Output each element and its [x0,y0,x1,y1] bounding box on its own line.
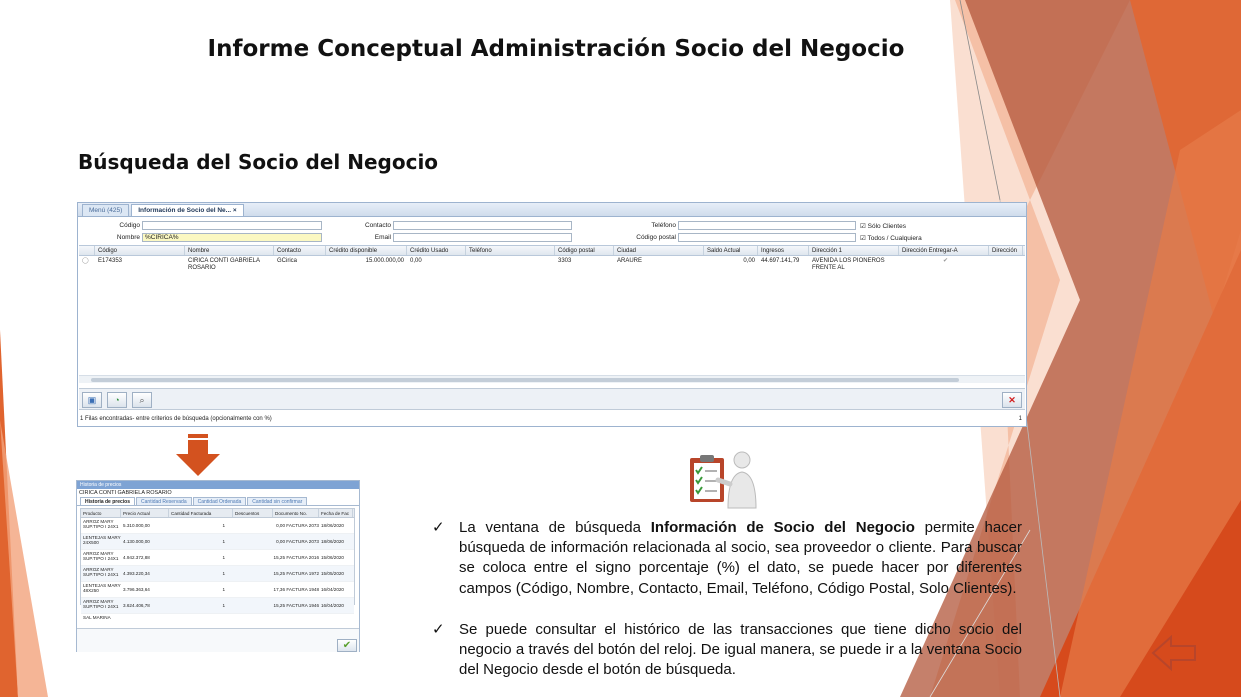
tab-menu[interactable]: Menú (425) [82,204,129,216]
zoom-search-button[interactable] [132,392,152,408]
cell-fecha: 16/04/2020 [321,603,344,608]
history-window-title: Historia de precios [77,481,359,489]
col-header[interactable]: Código [95,246,185,255]
bullet-text-post: permite hacer búsqueda de información relacionada al socio, sea proveedor o cliente. Para buscar se coloca entre el signo porcentaje (%) el dato, se puede hacer por diferentes campos (Código, Nombre, Contacto, Email, Teléfono, Código Postal, Solo Clientes). [459,519,1022,597]
cell-cantidad: 1 [222,587,225,592]
cell-direccion [989,258,1023,274]
email-input[interactable] [393,233,572,242]
cell-producto: LENTEJAS MARY 24X500 [83,535,121,546]
cell-producto: ARROZ MARY SUP.TIPO I 24X1 [83,599,119,610]
cell-producto: LENTEJAS MARY 48X250 [83,583,121,594]
ok-button[interactable] [337,639,357,652]
cell-fecha: 15/05/2020 [321,571,344,576]
table-row[interactable] [81,518,354,534]
col-header[interactable]: Ingresos [758,246,809,255]
table-row[interactable] [81,598,354,614]
col-header[interactable]: Ciudad [614,246,704,255]
window-icon: ▣ [87,395,97,405]
cell-codigo: E174353 [98,258,123,264]
cell-descuento-doc: 0,00 FACTURA 2073 [276,523,319,528]
nombre-label: Nombre [116,234,140,241]
down-arrow-icon [176,434,222,478]
status-bar-text: 1 Filas encontradas- entre criterios de búsqueda (opcionalmente con %) [80,416,272,422]
results-grid-header [79,246,1025,256]
cell-precio: 4.942.372,88 [123,555,150,560]
tab-business-partner-label: Información de Socio del Ne... [138,207,232,214]
tab-unconfirmed-qty[interactable]: Cantidad sin confirmar [247,497,307,505]
table-row[interactable] [81,550,354,566]
bullet-text [459,518,1022,599]
table-row[interactable] [81,566,354,582]
cell-producto: ARROZ MARY SUP.TIPO I 24X1 [83,519,119,530]
price-history-window [76,480,360,652]
nombre-input[interactable]: %CIRICA% [142,233,322,242]
checkmark-icon: ✔ [342,640,352,651]
codigo-postal-input[interactable] [678,233,856,242]
cell-nombre: CIRICA CONTI GABRIELA ROSARIO [188,258,260,271]
results-grid [79,245,1025,383]
cell-descuento-doc: 15,25 FACTURA 2016 [273,555,319,560]
col-header[interactable]: Nombre [185,246,274,255]
horizontal-scrollbar[interactable] [79,375,1025,383]
clock-icon: ◔ [114,395,120,405]
codigo-input[interactable] [142,221,322,230]
table-row[interactable] [79,256,1025,274]
cell-fecha: 18/06/2020 [321,523,344,528]
window-tab-bar [78,203,1026,217]
cell-fecha: 16/04/2020 [321,587,344,592]
history-client-name: CIRICA CONTI GABRIELA ROSARIO [79,490,172,496]
tab-close-icon[interactable]: × [232,207,237,214]
cell-ingresos: 44.697.141,79 [761,258,800,264]
col-header[interactable]: Crédito Usado [407,246,466,255]
cell-fecha: 15/06/2020 [321,555,344,560]
check-bullet-icon: ✓ [432,519,445,536]
cell-descuento-doc: 17,36 FACTURA 1948 [273,587,319,592]
bullet-text-pre: Se puede consultar el histórico de las transacciones que tiene dicho socio del negocio a través del botón del reloj. De igual manera, se puede ir a la ventana Socio del Negocio desde el botón de búsqueda. [459,621,1022,679]
cell-ciudad: ARAURE [617,258,643,264]
col-header[interactable]: Dirección 1 [809,246,899,255]
contacto-label: Contacto [364,222,391,229]
cell-descuento-doc: 15,25 FACTURA 1972 [273,571,319,576]
cell-cantidad: 1 [222,539,225,544]
cell-cantidad: 1 [222,603,225,608]
cell-contacto: GCirica [277,258,298,264]
telefono-label: Teléfono [651,222,676,229]
cell-producto: ARROZ MARY SUP.TIPO I 24X1 [83,567,119,578]
email-label: Email [374,234,391,241]
col-header[interactable]: Dirección [989,246,1023,255]
bullet-search-window [432,518,1022,599]
contacto-input[interactable] [393,221,572,230]
cell-credito-usado: 0,00 [410,258,422,264]
col-header[interactable]: Descuentos [233,509,273,517]
col-header[interactable]: Cantidad Facturada [169,509,233,517]
cell-descuento-doc: 15,25 FACTURA 1946 [273,603,319,608]
magnifier-icon: ⌕ [139,395,145,405]
tab-price-history[interactable]: Historia de precios [80,497,135,505]
cell-producto: SAL MARINA [83,615,111,620]
cell-cantidad: 1 [222,571,225,576]
page-number: 1 [1018,416,1022,422]
history-grid [80,508,355,620]
cell-precio: 4.393.220,34 [123,571,150,576]
cell-cantidad: 1 [222,523,225,528]
col-header[interactable]: Código postal [555,246,614,255]
clipboard-person-icon [684,450,760,510]
cell-precio: 5.310.000,00 [123,523,150,528]
business-partner-search-window [77,202,1027,427]
cell-credito-disponible: 15.000.000,00 [365,258,404,264]
cell-direccion1: AVENIDA LOS PIONEROS FRENTE AL [812,258,885,271]
back-arrow-icon[interactable] [1151,633,1197,673]
table-row[interactable] [81,534,354,550]
bullet-text-bold: Información de Socio del Negocio [650,519,915,536]
select-column-header [79,246,95,255]
cell-fecha: 18/06/2020 [321,539,344,544]
solo-clientes-checkbox[interactable]: ☑ Sólo Clientes [860,223,906,230]
bullet-history [432,620,1022,681]
telefono-input[interactable] [678,221,856,230]
slide-title: Informe Conceptual Administración Socio del Negocio [207,36,905,62]
col-header[interactable]: Teléfono [466,246,555,255]
cell-cantidad: 1 [222,555,225,560]
col-header[interactable]: Fecha de Fac [319,509,353,517]
business-partner-button[interactable] [82,392,102,408]
cell-precio: 3.624.406,78 [123,603,150,608]
close-x-icon: ✕ [1008,395,1016,405]
table-row[interactable] [81,582,354,598]
cell-producto: ARROZ MARY SUP.TIPO I 24X1 [83,551,119,562]
col-header[interactable]: Contacto [274,246,326,255]
codigo-postal-label: Código postal [636,234,676,241]
cancel-button[interactable] [1002,392,1022,408]
solo-clientes-label: Sólo Clientes [867,223,906,230]
cell-telefono [466,258,555,274]
tab-business-partner-info[interactable] [131,204,243,216]
history-clock-button[interactable] [107,392,127,408]
check-bullet-icon: ✓ [432,621,445,638]
scrollbar-thumb[interactable] [91,378,959,382]
codigo-label: Código [119,222,140,229]
col-header[interactable]: Precio Actual [121,509,169,517]
history-tabs [77,497,359,506]
col-header[interactable]: Saldo Actual [704,246,758,255]
window-toolbar [79,388,1025,410]
search-form [78,217,1026,245]
todos-checkbox[interactable]: ☑ Todos / Cualquiera [860,235,922,242]
history-footer [77,628,359,652]
cell-precio: 3.796.363,64 [123,587,150,592]
cell-codigo-postal: 3303 [558,258,572,264]
slide-subtitle: Búsqueda del Socio del Negocio [78,150,439,174]
col-header[interactable]: Documento No. [273,509,319,517]
col-header[interactable]: Dirección Entregar-A [899,246,989,255]
row-radio[interactable]: ◯ [82,258,89,264]
tab-ordered-qty[interactable]: Cantidad Ordenada [193,497,247,505]
history-grid-header [81,509,354,518]
bullet-text-pre: La ventana de búsqueda [459,519,651,536]
col-header[interactable]: Crédito disponible [326,246,407,255]
cell-saldo-actual: 0,00 [743,258,755,264]
col-header[interactable]: Producto [81,509,121,517]
cell-entregar-checkmark: ✔ [942,258,949,264]
cell-precio: 4.130.000,00 [123,539,150,544]
bullet-text [459,620,1022,681]
cell-descuento-doc: 0,00 FACTURA 2073 [276,539,319,544]
tab-reserved-qty[interactable]: Cantidad Reservada [136,497,192,505]
todos-label: Todos / Cualquiera [867,235,922,242]
